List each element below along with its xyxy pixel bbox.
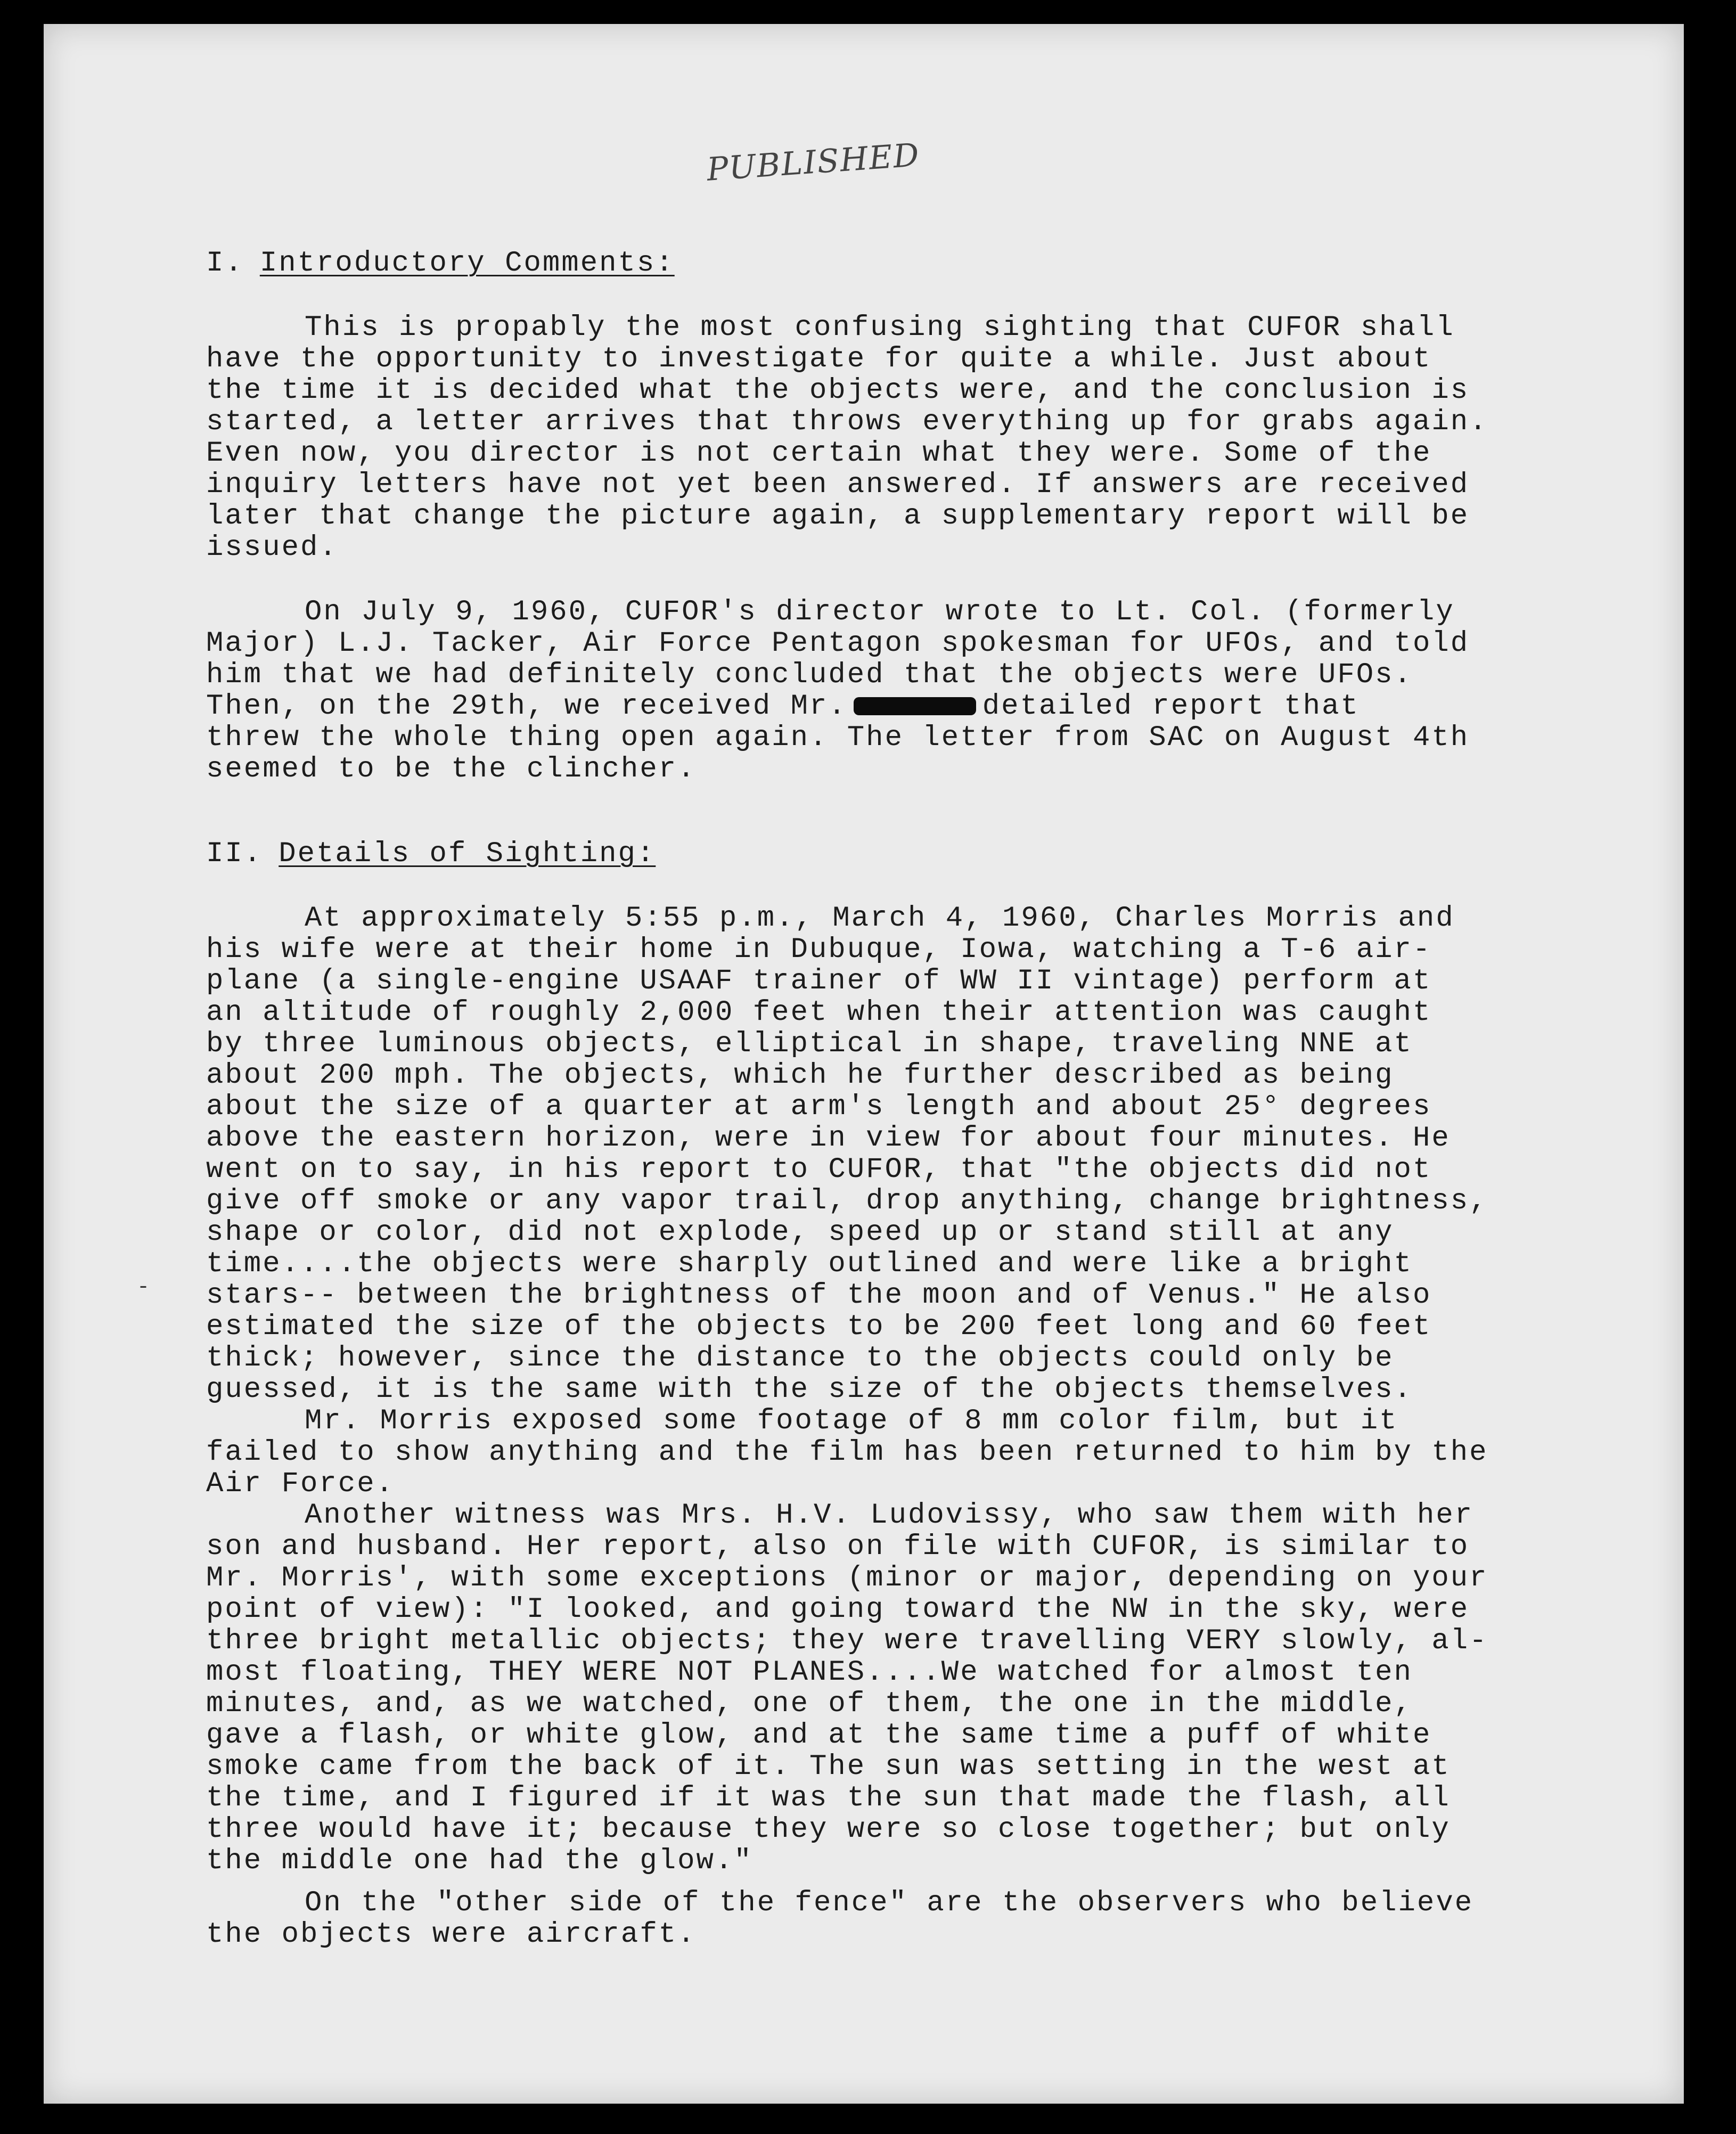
text-line: estimated the size of the objects to be 200 feet long and 60 feet [206,1311,1432,1343]
text-line: Another witness was Mrs. H.V. Ludovissy, who saw them with her [305,1499,1474,1532]
text-line: minutes, and, as we watched, one of them, the one in the middle, [206,1688,1413,1720]
text-line: by three luminous objects, elliptical in shape, traveling NNE at [206,1028,1413,1060]
paragraph [206,1500,1612,1877]
text-line: his wife were at their home in Dubuque, Iowa, watching a T-6 air- [206,934,1432,966]
text-line: Mr. Morris', with some exceptions (minor or major, depending on your [206,1562,1488,1595]
text-line: failed to show anything and the film has been returned to him by the [206,1436,1488,1469]
redaction-mark [854,697,976,715]
paragraph [206,903,1612,1405]
text-line: plane (a single-engine USAAF trainer of WW II vintage) perform at [206,965,1432,997]
text-line: stars-- between the brightness of the moon and of Venus." He also [206,1279,1432,1312]
text-line: Even now, you director is not certain what they were. Some of the [206,437,1432,470]
text-line: have the opportunity to investigate for quite a while. Just about [206,343,1432,375]
text-line: point of view): "I looked, and going toward the NW in the sky, were [206,1593,1470,1626]
text-line: the middle one had the glow." [206,1845,753,1877]
text-line: At approximately 5:55 p.m., March 4, 1960, Charles Morris and [305,902,1455,935]
text-line: shape or color, did not explode, speed up or stand still at any [206,1216,1394,1249]
text-line: On the "other side of the fence" are the observers who believe [305,1887,1474,1919]
text-line: him that we had definitely concluded that the objects were UFOs. [206,659,1413,691]
text-line: the objects were aircraft. [206,1918,697,1951]
document-page [44,24,1684,2104]
text-line: about 200 mph. The objects, which he further described as being [206,1059,1394,1092]
text-line: started, a letter arrives that throws everything up for grabs again. [206,406,1488,438]
text-line: went on to say, in his report to CUFOR, that "the objects did not [206,1154,1432,1186]
text-line: Major) L.J. Tacker, Air Force Pentagon spokesman for UFOs, and told [206,627,1470,660]
text-line: an altitude of roughly 2,000 feet when their attention was caught [206,996,1432,1029]
margin-tick: - [137,1276,150,1299]
text-line: the time it is decided what the objects were, and the conclusion is [206,374,1470,407]
text-line: time....the objects were sharply outlined and were like a bright [206,1248,1413,1280]
text-line: most floating, THEY WERE NOT PLANES....We watched for almost ten [206,1656,1413,1689]
paragraph [206,1887,1612,1950]
text-line: smoke came from the back of it. The sun was setting in the west at [206,1751,1451,1783]
text-line: three would have it; because they were so close together; but only [206,1813,1451,1846]
text-line: above the eastern horizon, were in view for about four minutes. He [206,1122,1451,1155]
section-heading-introductory [206,248,1612,279]
section-title: Details of Sighting: [279,838,656,870]
section-number: II. [206,838,263,870]
redacted-text-line [206,691,1612,722]
text-line: gave a flash, or white glow, and at the same time a puff of white [206,1719,1432,1752]
text-line: On July 9, 1960, CUFOR's director wrote to Lt. Col. (formerly [305,596,1455,628]
section-number: I. [206,247,244,280]
text-line: son and husband. Her report, also on file with CUFOR, is similar to [206,1531,1470,1563]
text-line: This is propably the most confusing sighting that CUFOR shall [305,312,1455,344]
text-line: threw the whole thing open again. The letter from SAC on August 4th [206,722,1470,754]
section-heading-details [206,838,1612,870]
text-fragment: Then, on the 29th, we received Mr. [206,690,847,723]
text-line: about the size of a quarter at arm's length and about 25° degrees [206,1091,1432,1123]
text-line: seemed to be the clincher. [206,753,697,786]
text-line: issued. [206,532,338,564]
document-body [206,248,1612,1950]
text-line: Mr. Morris exposed some footage of 8 mm color film, but it [305,1405,1398,1437]
handwritten-stamp: PUBLISHED [706,136,921,189]
text-line: the time, and I figured if it was the sun that made the flash, all [206,1782,1451,1814]
text-line: guessed, it is the same with the size of the objects themselves. [206,1373,1413,1406]
text-line: three bright metallic objects; they were travelling VERY slowly, al- [206,1625,1488,1657]
section-title: Introductory Comments: [259,247,675,280]
text-line: give off smoke or any vapor trail, drop anything, change brightness, [206,1185,1488,1217]
text-line: thick; however, since the distance to the objects could only be [206,1342,1394,1375]
text-line: later that change the picture again, a supplementary report will be [206,500,1470,533]
text-line: inquiry letters have not yet been answered. If answers are received [206,469,1470,501]
text-line: Air Force. [206,1468,395,1500]
text-fragment: detailed report that [982,690,1360,723]
paragraph [206,312,1612,563]
paragraph [206,596,1612,785]
paragraph [206,1405,1612,1500]
